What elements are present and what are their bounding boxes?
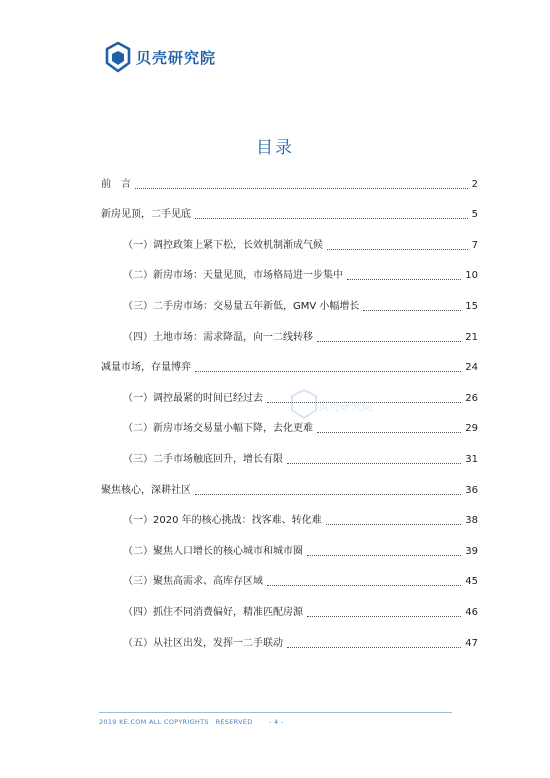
toc-entry[interactable] xyxy=(101,558,478,589)
toc-entry[interactable] xyxy=(101,527,478,558)
toc-entry-page: 46 xyxy=(465,606,478,618)
toc-entry-page: 38 xyxy=(465,515,478,527)
toc-leader-dots xyxy=(317,340,461,342)
toc-entry[interactable] xyxy=(101,497,478,528)
footer xyxy=(99,712,452,726)
toc-entry-page: 45 xyxy=(465,576,478,588)
toc-leader-dots xyxy=(307,554,461,556)
toc-entry-title: （五）从社区出发，发挥一二手联动 xyxy=(123,637,283,649)
toc-entry-page: 10 xyxy=(465,270,478,282)
toc-entry-page: 2 xyxy=(471,178,478,190)
toc-entry-page: 5 xyxy=(471,209,478,221)
toc-title: 目录 xyxy=(256,138,294,158)
brand-name: 贝壳研究院 xyxy=(136,48,217,67)
toc-leader-dots xyxy=(195,217,468,219)
toc-entry[interactable] xyxy=(101,435,478,466)
toc-entry[interactable] xyxy=(101,588,478,619)
toc-entry-title: （四）抓住不同消费偏好，精准匹配房源 xyxy=(123,606,303,618)
toc-entry-title: （二）新房市场交易量小幅下降，去化更难 xyxy=(123,423,313,435)
toc-entry-page: 24 xyxy=(465,362,478,374)
toc-entry-title: 前 言 xyxy=(101,178,131,190)
svg-text:贝壳研究院: 贝壳研究院 xyxy=(318,400,373,413)
toc-entry-title: 减量市场，存量博弈 xyxy=(101,362,191,374)
toc-entry-page: 7 xyxy=(471,239,478,251)
toc-entry[interactable] xyxy=(101,344,478,375)
toc-entry[interactable] xyxy=(101,466,478,497)
toc-entry-page: 29 xyxy=(465,423,478,435)
toc-entry-title: 聚焦核心，深耕社区 xyxy=(101,484,191,496)
toc-entry[interactable] xyxy=(101,191,478,222)
watermark-logo xyxy=(288,380,373,430)
toc-leader-dots xyxy=(317,431,461,433)
toc-entry[interactable] xyxy=(101,252,478,283)
toc-entry-page: 31 xyxy=(465,453,478,465)
toc-entry-page: 39 xyxy=(465,545,478,557)
toc-entry-page: 36 xyxy=(465,484,478,496)
toc-leader-dots xyxy=(327,248,468,250)
toc-entry-title: （二）新房市场：天量见顶，市场格局进一步集中 xyxy=(123,270,343,282)
beike-logo-icon xyxy=(104,41,132,73)
toc-entry-page: 21 xyxy=(465,331,478,343)
toc-entry-page: 26 xyxy=(465,392,478,404)
header xyxy=(104,40,216,74)
toc-entry-title: （一）2020 年的核心挑战：找客难、转化难 xyxy=(123,515,322,527)
toc-entry-title: （四）土地市场：需求降温，向一二线转移 xyxy=(123,331,313,343)
toc-entry[interactable] xyxy=(101,282,478,313)
toc-leader-dots xyxy=(326,523,462,525)
toc-entry[interactable] xyxy=(101,160,478,191)
toc-entry-title: （一）调控最紧的时间已经过去 xyxy=(123,392,263,404)
toc-entry-page: 47 xyxy=(465,637,478,649)
toc-leader-dots xyxy=(267,584,461,586)
toc-leader-dots xyxy=(287,462,461,464)
toc-entry-title: （一）调控政策上紧下松，长效机制渐成气候 xyxy=(123,239,323,251)
footer-page-number: - 4 - xyxy=(268,718,284,726)
toc-leader-dots xyxy=(347,278,461,280)
toc-entry[interactable] xyxy=(101,313,478,344)
toc-entry[interactable] xyxy=(101,619,478,650)
toc-leader-dots xyxy=(195,370,461,372)
toc-entry-page: 15 xyxy=(465,300,478,312)
toc-entry-title: 新房见顶，二手见底 xyxy=(101,209,191,221)
toc-entry-title: （三）聚焦高需求、高库存区域 xyxy=(123,576,263,588)
footer-copyright: 2019 KE.COM ALL COPYRIGHTS RESERVED xyxy=(99,718,253,726)
toc-leader-dots xyxy=(195,493,461,495)
toc-entry-title: （三）二手市场触底回升，增长有限 xyxy=(123,453,283,465)
toc-entry-title: （二）聚焦人口增长的核心城市和城市圈 xyxy=(123,545,303,557)
toc-leader-dots xyxy=(135,187,468,189)
toc-leader-dots xyxy=(287,646,461,648)
toc-entry-title: （三）二手房市场：交易量五年新低，GMV 小幅增长 xyxy=(123,300,360,312)
toc-leader-dots xyxy=(307,615,461,617)
toc-leader-dots xyxy=(363,309,461,311)
toc-entry[interactable] xyxy=(101,221,478,252)
